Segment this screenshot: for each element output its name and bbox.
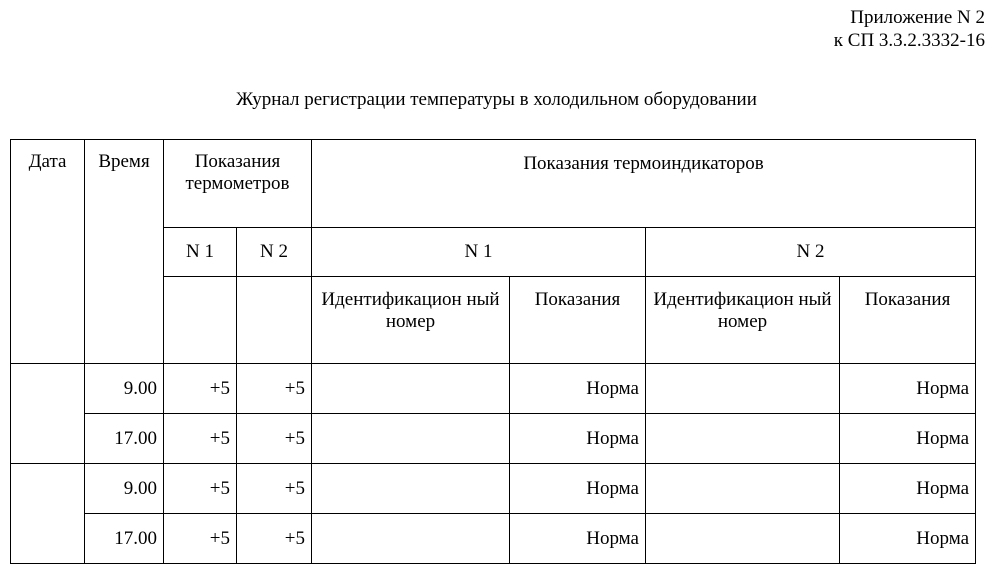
indicator-n1-id-cell: [312, 514, 510, 564]
indicator-n2-id-cell: [646, 514, 840, 564]
appendix-note: [834, 6, 985, 52]
indicator-n2-id-cell: [646, 364, 840, 414]
thermometer-n2-cell: +5: [237, 414, 312, 464]
header-date: Дата: [11, 140, 85, 364]
header-thermometer-n2: N 2: [237, 228, 312, 277]
indicator-n1-reading-cell: Норма: [510, 464, 646, 514]
indicator-n2-reading-cell: Норма: [840, 364, 976, 414]
date-cell: [11, 464, 85, 564]
indicator-n1-id-cell: [312, 414, 510, 464]
table-row: [11, 464, 976, 514]
thermometer-n1-cell: +5: [164, 364, 237, 414]
header-time: Время: [85, 140, 164, 364]
header-row-1: [11, 140, 976, 228]
indicator-n2-id-cell: [646, 464, 840, 514]
header-id-number-1: Идентификацион ный номер: [312, 277, 510, 364]
table-row: [11, 414, 976, 464]
header-thermometers: Показания термометров: [164, 140, 312, 228]
appendix-line-1: Приложение N 2: [850, 7, 985, 28]
header-thermometer-n2-blank: [237, 277, 312, 364]
thermometer-n2-cell: +5: [237, 514, 312, 564]
thermometer-n1-cell: +5: [164, 514, 237, 564]
indicator-n2-reading-cell: Норма: [840, 414, 976, 464]
indicator-n1-reading-cell: Норма: [510, 364, 646, 414]
time-cell: 9.00: [85, 464, 164, 514]
thermometer-n2-cell: +5: [237, 364, 312, 414]
header-id-number-2: Идентификацион ный номер: [646, 277, 840, 364]
header-thermometer-n1: N 1: [164, 228, 237, 277]
thermometer-n1-cell: +5: [164, 414, 237, 464]
table-row: [11, 514, 976, 564]
header-indicators: Показания термоиндикаторов: [312, 140, 976, 228]
indicator-n1-reading-cell: Норма: [510, 514, 646, 564]
header-thermometer-n1-blank: [164, 277, 237, 364]
header-reading-1: Показания: [510, 277, 646, 364]
date-cell: [11, 364, 85, 464]
header-reading-2: Показания: [840, 277, 976, 364]
document-title: Журнал регистрации температуры в холодильном оборудовании: [236, 89, 757, 110]
thermometer-n1-cell: +5: [164, 464, 237, 514]
indicator-n2-reading-cell: Норма: [840, 514, 976, 564]
header-indicator-n2: N 2: [646, 228, 976, 277]
indicator-n2-id-cell: [646, 414, 840, 464]
table-row: [11, 364, 976, 414]
time-cell: 17.00: [85, 514, 164, 564]
indicator-n1-id-cell: [312, 464, 510, 514]
indicator-n1-reading-cell: Норма: [510, 414, 646, 464]
temperature-log-table: [10, 139, 976, 564]
indicator-n2-reading-cell: Норма: [840, 464, 976, 514]
time-cell: 9.00: [85, 364, 164, 414]
appendix-line-2: к СП 3.3.2.3332-16: [833, 30, 985, 51]
thermometer-n2-cell: +5: [237, 464, 312, 514]
time-cell: 17.00: [85, 414, 164, 464]
indicator-n1-id-cell: [312, 364, 510, 414]
header-indicator-n1: N 1: [312, 228, 646, 277]
